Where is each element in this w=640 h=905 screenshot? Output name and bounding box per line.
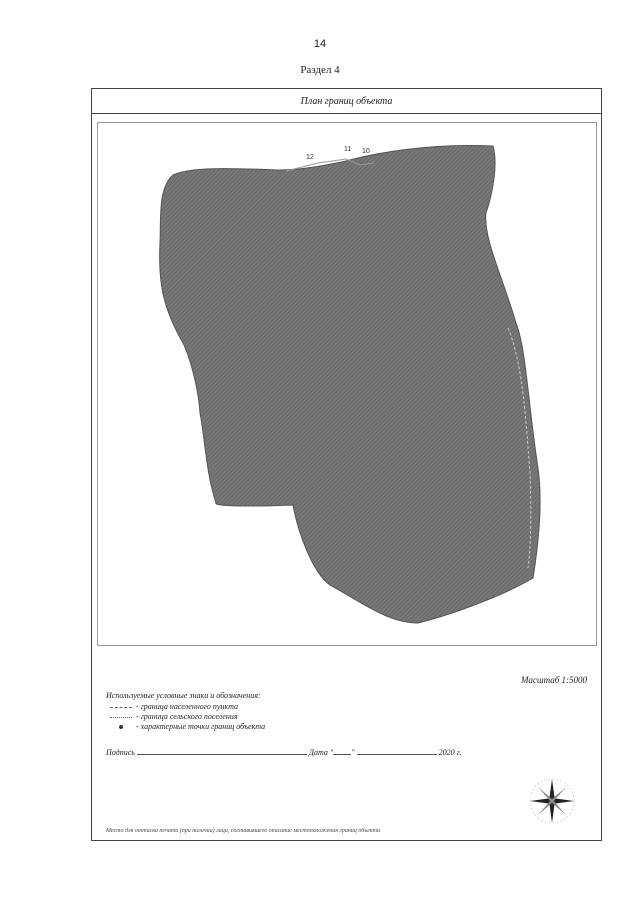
date-month-field[interactable] xyxy=(357,746,437,755)
point-label-10: 10 xyxy=(362,148,370,155)
compass-rose-icon xyxy=(522,771,582,831)
signature-field[interactable] xyxy=(137,746,307,755)
date-day-field[interactable] xyxy=(333,746,351,755)
legend xyxy=(106,691,265,732)
date-year: 2020 г. xyxy=(438,748,462,757)
point-label-12: 12 xyxy=(306,154,314,161)
signature-row xyxy=(106,746,596,759)
date-quote-close: " xyxy=(351,748,355,757)
legend-item-label: - граница населенного пункта xyxy=(136,702,238,711)
date-label: Дата xyxy=(308,748,328,757)
boundary-map xyxy=(98,123,598,647)
legend-title: Используемые условные знаки и обозначения: xyxy=(106,691,261,700)
legend-item-label: - граница сельского поселения xyxy=(136,712,238,721)
frame-header: План границ объекта xyxy=(92,89,601,114)
legend-item xyxy=(106,712,265,722)
point-label-11: 11 xyxy=(344,146,352,153)
signature-label: Подпись xyxy=(106,748,135,757)
section-title: Раздел 4 xyxy=(300,64,340,76)
map-area xyxy=(97,122,597,646)
legend-item-label: - характерные точки границ объекта xyxy=(136,722,266,731)
page-number: 14 xyxy=(313,38,327,50)
seal-footnote: Место для оттиска печати (при наличии) лица, составившего описание местоположения границ объекта xyxy=(106,828,381,834)
date-quote-open: " xyxy=(329,748,334,757)
boundary-polygon xyxy=(160,145,540,623)
map-scale: Масштаб 1:5000 xyxy=(520,675,587,685)
point-marker-icon xyxy=(106,722,136,732)
dashed-line-icon xyxy=(106,702,136,712)
legend-item xyxy=(106,702,265,712)
dotted-line-icon xyxy=(106,712,136,722)
legend-item xyxy=(106,722,265,732)
document-frame xyxy=(91,88,602,841)
